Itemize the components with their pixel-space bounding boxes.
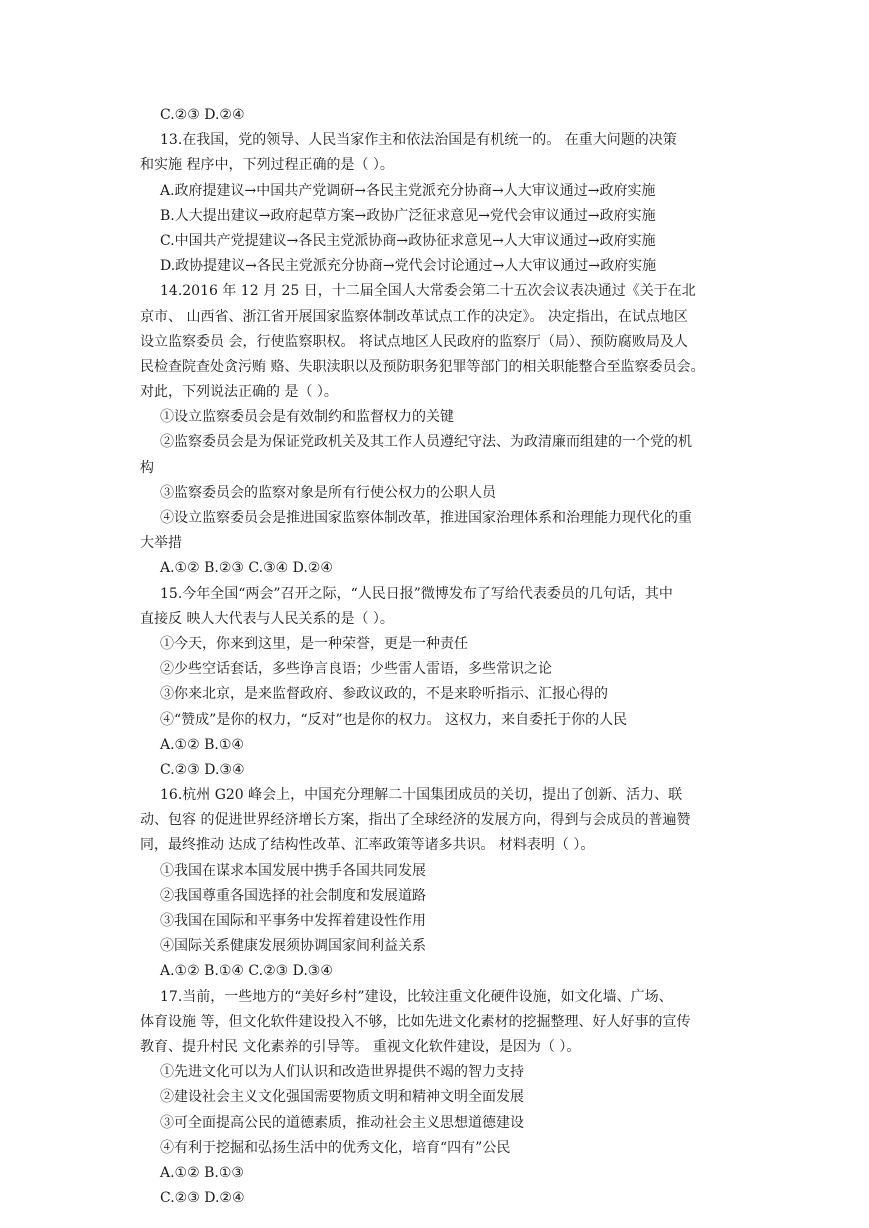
text-line: ②建设社会主义文化强国需要物质文明和精神文明全面发展: [160, 1089, 524, 1106]
text-line: A.①② B.②③ C.③④ D.②④: [160, 560, 333, 577]
text-line: A.①② B.①④: [160, 736, 244, 753]
text-line: 15.今年全国“两会”召开之际，“人民日报”微博发布了写给代表委员的几句话，其中: [160, 585, 673, 602]
text-line: ④有利于挖掘和弘扬生活中的优秀文化，培育“四有”公民: [160, 1139, 511, 1156]
text-line: C.②③ D.②④: [160, 1190, 245, 1207]
text-line: 14.2016 年 12 月 25 日，十二届全国人大常委会第二十五次会议表决通过《关于在北: [160, 283, 696, 300]
text-line: ②我国尊重各国选择的社会制度和发展道路: [160, 887, 426, 904]
text-line: A.①② B.①③: [160, 1164, 244, 1181]
text-line: B.人大提出建议→政府起草方案→政协广泛征求意见→党代会审议通过→政府实施: [160, 207, 656, 224]
text-line: ①今天，你来到这里，是一种荣誉，更是一种责任: [160, 635, 468, 652]
text-line: ②少些空话套话，多些诤言良语；少些雷人雷语，多些常识之论: [160, 661, 552, 678]
text-line: A.①② B.①④ C.②③ D.③④: [160, 963, 333, 980]
text-line: A.政府提建议→中国共产党调研→各民主党派充分协商→人大审议通过→政府实施: [160, 182, 656, 199]
text-line: D.政协提建议→各民主党派充分协商→党代会讨论通过→人大审议通过→政府实施: [160, 258, 657, 275]
text-line: 17.当前，一些地方的“美好乡村”建设，比较注重文化硬件设施，如文化墙、广场、: [160, 988, 673, 1005]
text-line: 和实施 程序中，下列过程正确的是（ ）。: [140, 157, 394, 174]
text-line: ④国际关系健康发展须协调国家间利益关系: [160, 938, 426, 955]
text-line: 体育设施 等，但文化软件建设投入不够，比如先进文化素材的挖掘整理、好人好事的宣传: [140, 1013, 691, 1030]
text-line: C.②③ D.③④: [160, 761, 245, 778]
text-line: ④设立监察委员会是推进国家监察体制改革，推进国家治理体系和治理能力现代化的重: [160, 510, 692, 526]
text-line: ③监察委员会的监察对象是所有行使公权力的公职人员: [160, 484, 496, 501]
text-line: 动、包容 的促进世界经济增长方案，指出了全球经济的发展方向，得到与会成员的普遍赞: [140, 812, 691, 829]
text-line: ④“赞成”是你的权力，“反对”也是你的权力。 这权力，来自委托于你的人民: [160, 711, 628, 728]
text-line: ③可全面提高公民的道德素质，推动社会主义思想道德建设: [160, 1114, 524, 1131]
text-line: 同，最终推动 达成了结构性改革、汇率政策等诸多共识。 材料表明（ ）。: [140, 837, 595, 854]
text-line: C.②③ D.②④: [160, 107, 245, 123]
text-line: ①我国在谋求本国发展中携手各国共同发展: [160, 862, 426, 879]
text-line: 民检查院查处贪污贿 赂、失职渎职以及预防职务犯罪等部门的相关职能整合至监察委员会。: [140, 358, 705, 375]
text-line: 直接反 映人大代表与人民关系的是（ ）。: [140, 610, 394, 627]
text-line: ①先进文化可以为人们认识和改造世界提供不竭的智力支持: [160, 1064, 524, 1081]
text-line: 13.在我国，党的领导、人民当家作主和依法治国是有机统一的。 在重大问题的决策: [160, 132, 677, 149]
text-line: ③你来北京，是来监督政府、参政议政的，不是来聆听指示、汇报心得的: [160, 686, 608, 703]
text-line: ②监察委员会是为保证党政机关及其工作人员遵纪守法、为政清廉而组建的一个党的机: [160, 434, 692, 451]
text-line: 16.杭州 G20 峰会上，中国充分理解二十国集团成员的关切，提出了创新、活力、联: [160, 787, 683, 804]
text-line: 对此，下列说法正确的 是（ ）。: [140, 384, 338, 401]
text-line: 京市、 山西省、浙江省开展国家监察体制改革试点工作的决定》。 决定指出，在试点地区: [140, 308, 688, 325]
text-line: 教育、提升村民 文化素养的引导等。 重视文化软件建设，是因为（ ）。: [140, 1038, 581, 1055]
text-line: ③我国在国际和平事务中发挥着建设性作用: [160, 913, 426, 929]
text-line: ①设立监察委员会是有效制约和监督权力的关键: [160, 409, 454, 426]
text-line: 构: [140, 459, 154, 476]
text-line: 设立监察委员 会，行使监察职权。 将试点地区人民政府的监察厅（局）、预防腐败局及人: [140, 333, 688, 350]
text-line: C.中国共产党提建议→各民主党派协商→政协征求意见→人大审议通过→政府实施: [160, 232, 656, 249]
text-line: 大举措: [140, 535, 182, 552]
